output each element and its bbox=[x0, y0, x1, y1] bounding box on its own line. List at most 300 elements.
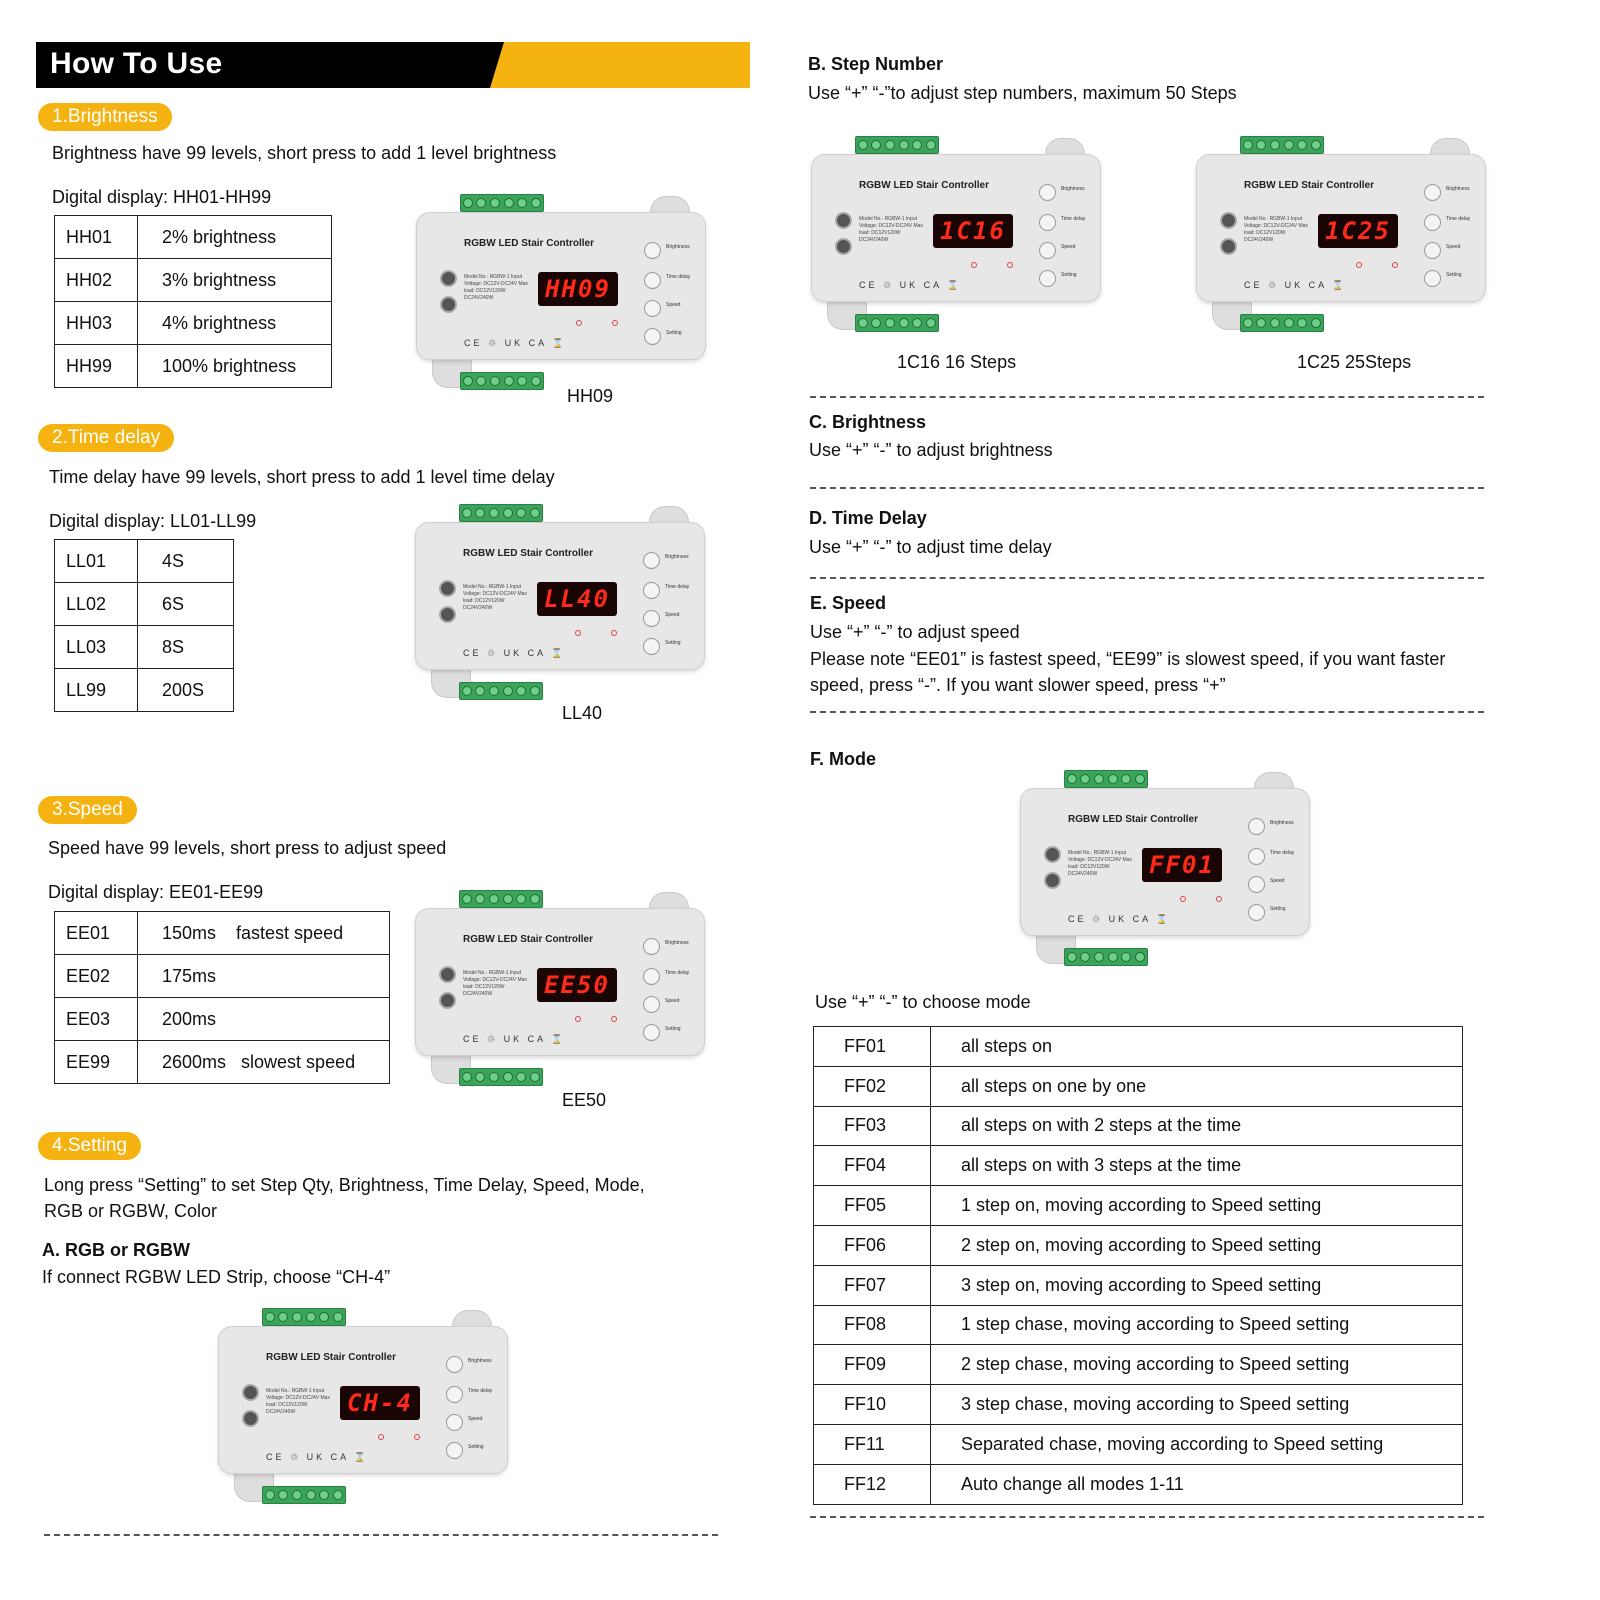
time-delay-caption: LL40 bbox=[562, 703, 603, 723]
indicator-dot bbox=[576, 320, 582, 326]
row-value: 4% brightness bbox=[138, 302, 332, 345]
terminal-screw-icon bbox=[463, 376, 473, 386]
spec-text: Model No.: RGBW-1 Input Voltage: DC12V-DC24V Max load: DC12V120W DC24V240W bbox=[464, 274, 528, 301]
terminal-screw-icon bbox=[1256, 140, 1266, 150]
certification-marks: CE ♲ UK CA ⌛ bbox=[464, 338, 567, 348]
terminal-screw-icon bbox=[319, 1490, 329, 1500]
knob-icon bbox=[1220, 238, 1237, 255]
terminal-screw-icon bbox=[1080, 774, 1090, 784]
terminal-screw-icon bbox=[292, 1312, 302, 1322]
table-row bbox=[814, 1424, 1463, 1464]
knob-icon bbox=[439, 966, 456, 983]
divider-f bbox=[810, 1516, 1484, 1518]
table-row bbox=[814, 1385, 1463, 1425]
time-delay-table bbox=[54, 539, 234, 712]
button-label: Setting bbox=[1446, 272, 1462, 278]
row-value: 200S bbox=[138, 669, 234, 712]
terminal-screw-icon bbox=[462, 686, 472, 696]
terminal-screw-icon bbox=[530, 508, 540, 518]
control-button-icon bbox=[643, 996, 660, 1013]
terminal-screw-icon bbox=[489, 508, 499, 518]
step-number-title: B. Step Number bbox=[808, 54, 944, 74]
led-display: 1C16 bbox=[933, 214, 1013, 248]
knob-icon bbox=[439, 606, 456, 623]
terminal-screw-icon bbox=[306, 1490, 316, 1500]
terminal-screw-icon bbox=[278, 1312, 288, 1322]
terminal-screw-icon bbox=[1297, 318, 1307, 328]
terminal-screw-icon bbox=[531, 198, 541, 208]
certification-marks: CE ♲ UK CA ⌛ bbox=[266, 1452, 369, 1462]
e-speed-note: Please note “EE01” is fastest speed, “EE99” is slowest speed, if you want faster speed, press “-”. If you want slower speed, press “+” bbox=[810, 649, 1446, 695]
terminal-block bbox=[460, 194, 544, 212]
control-button-icon bbox=[1424, 214, 1441, 231]
spec-text: Model No.: RGBW-1 Input Voltage: DC12V-DC24V Max load: DC12V120W DC24V240W bbox=[463, 970, 527, 997]
row-value: 3 step on, moving according to Speed setting bbox=[931, 1265, 1463, 1305]
terminal-screw-icon bbox=[530, 686, 540, 696]
terminal-screw-icon bbox=[1270, 140, 1280, 150]
header-accent bbox=[490, 42, 750, 88]
table-row bbox=[814, 1186, 1463, 1226]
terminal-screw-icon bbox=[858, 140, 868, 150]
indicator-dot bbox=[612, 320, 618, 326]
terminal-screw-icon bbox=[1243, 140, 1253, 150]
terminal-screw-icon bbox=[503, 508, 513, 518]
row-code: HH02 bbox=[55, 259, 138, 302]
terminal-screw-icon bbox=[475, 508, 485, 518]
time-delay-display: Digital display: LL01-LL99 bbox=[49, 511, 257, 531]
control-button-icon bbox=[1248, 848, 1265, 865]
terminal-screw-icon bbox=[476, 376, 486, 386]
led-display: HH09 bbox=[538, 272, 618, 306]
terminal-screw-icon bbox=[503, 1072, 513, 1082]
e-speed-desc: Use “+” “-” to adjust speed bbox=[810, 622, 1020, 642]
terminal-screw-icon bbox=[899, 318, 909, 328]
table-row bbox=[814, 1066, 1463, 1106]
header-bar bbox=[36, 42, 750, 88]
rgb-desc: If connect RGBW LED Strip, choose “CH-4” bbox=[42, 1267, 391, 1287]
terminal-screw-icon bbox=[926, 140, 936, 150]
row-value: 1 step chase, moving according to Speed setting bbox=[931, 1305, 1463, 1345]
terminal-block bbox=[459, 504, 543, 522]
control-button-icon bbox=[644, 300, 661, 317]
control-button-icon bbox=[1248, 876, 1265, 893]
button-label: Brightness bbox=[468, 1358, 492, 1364]
terminal-screw-icon bbox=[1121, 952, 1131, 962]
step-number-desc: Use “+” “-”to adjust step numbers, maximum 50 Steps bbox=[808, 83, 1237, 103]
button-label: Time delay bbox=[666, 274, 691, 280]
terminal-screw-icon bbox=[306, 1312, 316, 1322]
terminal-screw-icon bbox=[516, 1072, 526, 1082]
row-value: 2 step on, moving according to Speed setting bbox=[931, 1225, 1463, 1265]
terminal-screw-icon bbox=[912, 318, 922, 328]
indicator-dot bbox=[1356, 262, 1362, 268]
row-code: FF10 bbox=[814, 1385, 931, 1425]
button-label: Speed bbox=[1270, 878, 1285, 884]
speed-table bbox=[54, 911, 390, 1084]
indicator-dot bbox=[575, 1016, 581, 1022]
button-label: Time delay bbox=[665, 970, 690, 976]
control-button-icon bbox=[1424, 270, 1441, 287]
table-row bbox=[814, 1146, 1463, 1186]
row-code: EE03 bbox=[55, 998, 138, 1041]
control-button-icon bbox=[1039, 214, 1056, 231]
speed-pill: 3.Speed bbox=[38, 796, 137, 824]
brightness-pill: 1.Brightness bbox=[38, 103, 172, 131]
terminal-screw-icon bbox=[516, 894, 526, 904]
terminal-screw-icon bbox=[531, 376, 541, 386]
indicator-dot bbox=[1180, 896, 1186, 902]
terminal-screw-icon bbox=[516, 508, 526, 518]
control-button-icon bbox=[446, 1386, 463, 1403]
time-delay-pill: 2.Time delay bbox=[38, 424, 174, 452]
indicator-dot bbox=[575, 630, 581, 636]
control-button-icon bbox=[446, 1414, 463, 1431]
divider-left bbox=[44, 1534, 718, 1536]
indicator-dot bbox=[1216, 896, 1222, 902]
terminal-screw-icon bbox=[899, 140, 909, 150]
button-label: Brightness bbox=[665, 554, 689, 560]
row-value: 1 step on, moving according to Speed setting bbox=[931, 1186, 1463, 1226]
page-title: How To Use bbox=[50, 47, 223, 80]
knob-icon bbox=[835, 212, 852, 229]
table-row bbox=[814, 1265, 1463, 1305]
setting-pill: 4.Setting bbox=[38, 1132, 141, 1160]
row-value: 3% brightness bbox=[138, 259, 332, 302]
terminal-screw-icon bbox=[530, 1072, 540, 1082]
terminal-screw-icon bbox=[475, 1072, 485, 1082]
terminal-block bbox=[1240, 136, 1324, 154]
device-speed bbox=[415, 886, 711, 1092]
row-code: EE01 bbox=[55, 912, 138, 955]
control-button-icon bbox=[644, 272, 661, 289]
terminal-screw-icon bbox=[1256, 318, 1266, 328]
terminal-screw-icon bbox=[333, 1490, 343, 1500]
terminal-block bbox=[459, 890, 543, 908]
row-value: 2% brightness bbox=[138, 216, 332, 259]
row-code: FF09 bbox=[814, 1345, 931, 1385]
terminal-screw-icon bbox=[530, 894, 540, 904]
terminal-screw-icon bbox=[503, 894, 513, 904]
terminal-screw-icon bbox=[278, 1490, 288, 1500]
terminal-block bbox=[855, 314, 939, 332]
c-brightness-title: C. Brightness bbox=[809, 412, 927, 432]
indicator-dot bbox=[1007, 262, 1013, 268]
terminal-screw-icon bbox=[1094, 774, 1104, 784]
control-button-icon bbox=[644, 242, 661, 259]
control-button-icon bbox=[446, 1356, 463, 1373]
terminal-screw-icon bbox=[265, 1490, 275, 1500]
button-label: Speed bbox=[468, 1416, 483, 1422]
terminal-screw-icon bbox=[475, 894, 485, 904]
c-brightness-desc: Use “+” “-” to adjust brightness bbox=[809, 440, 1053, 460]
table-row bbox=[55, 669, 234, 712]
speed-desc: Speed have 99 levels, short press to adjust speed bbox=[48, 838, 447, 858]
control-button-icon bbox=[644, 328, 661, 345]
control-button-icon bbox=[1248, 904, 1265, 921]
row-value: 8S bbox=[138, 626, 234, 669]
controller-label: RGBW LED Stair Controller bbox=[463, 934, 594, 945]
row-code: FF01 bbox=[814, 1027, 931, 1067]
knob-icon bbox=[440, 270, 457, 287]
button-label: Speed bbox=[1446, 244, 1461, 250]
button-label: Time delay bbox=[1270, 850, 1295, 856]
certification-marks: CE ♲ UK CA ⌛ bbox=[1244, 280, 1347, 290]
control-button-icon bbox=[1039, 184, 1056, 201]
row-value: 3 step chase, moving according to Speed setting bbox=[931, 1385, 1463, 1425]
indicator-dot bbox=[611, 630, 617, 636]
knob-icon bbox=[439, 580, 456, 597]
divider-e bbox=[810, 711, 1484, 713]
row-value: 100% brightness bbox=[138, 345, 332, 388]
terminal-block bbox=[262, 1308, 346, 1326]
spec-text: Model No.: RGBW-1 Input Voltage: DC12V-DC24V Max load: DC12V120W DC24V240W bbox=[1068, 850, 1132, 877]
led-display: 1C25 bbox=[1318, 214, 1398, 248]
terminal-block bbox=[1064, 770, 1148, 788]
time-delay-desc: Time delay have 99 levels, short press to add 1 level time delay bbox=[49, 467, 555, 487]
terminal-screw-icon bbox=[871, 140, 881, 150]
row-code: LL01 bbox=[55, 540, 138, 583]
table-row bbox=[814, 1106, 1463, 1146]
terminal-screw-icon bbox=[885, 318, 895, 328]
knob-icon bbox=[835, 238, 852, 255]
certification-marks: CE ♲ UK CA ⌛ bbox=[463, 648, 566, 658]
terminal-screw-icon bbox=[265, 1312, 275, 1322]
terminal-screw-icon bbox=[1094, 952, 1104, 962]
control-button-icon bbox=[643, 552, 660, 569]
divider-c bbox=[810, 487, 1484, 489]
indicator-dot bbox=[378, 1434, 384, 1440]
terminal-screw-icon bbox=[912, 140, 922, 150]
row-code: HH01 bbox=[55, 216, 138, 259]
device-step-b bbox=[1196, 132, 1492, 338]
terminal-screw-icon bbox=[319, 1312, 329, 1322]
device-time-delay bbox=[415, 500, 711, 706]
rgb-title: A. RGB or RGBW bbox=[42, 1240, 190, 1260]
terminal-screw-icon bbox=[517, 376, 527, 386]
table-row bbox=[55, 1041, 390, 1084]
table-row bbox=[814, 1225, 1463, 1265]
control-button-icon bbox=[1424, 242, 1441, 259]
terminal-screw-icon bbox=[1135, 774, 1145, 784]
terminal-screw-icon bbox=[1297, 140, 1307, 150]
terminal-screw-icon bbox=[1067, 952, 1077, 962]
terminal-screw-icon bbox=[292, 1490, 302, 1500]
terminal-block bbox=[1240, 314, 1324, 332]
terminal-screw-icon bbox=[1108, 952, 1118, 962]
knob-icon bbox=[242, 1384, 259, 1401]
button-label: Setting bbox=[468, 1444, 484, 1450]
knob-icon bbox=[1044, 872, 1061, 889]
button-label: Speed bbox=[1061, 244, 1076, 250]
device-step-a bbox=[811, 132, 1107, 338]
control-button-icon bbox=[1248, 818, 1265, 835]
terminal-screw-icon bbox=[1121, 774, 1131, 784]
table-row bbox=[55, 955, 390, 998]
terminal-screw-icon bbox=[1243, 318, 1253, 328]
terminal-screw-icon bbox=[1311, 318, 1321, 328]
terminal-screw-icon bbox=[1284, 140, 1294, 150]
button-label: Time delay bbox=[1446, 216, 1471, 222]
control-button-icon bbox=[1424, 184, 1441, 201]
led-display: EE50 bbox=[537, 968, 617, 1002]
control-button-icon bbox=[643, 638, 660, 655]
controller-label: RGBW LED Stair Controller bbox=[1068, 814, 1199, 825]
control-button-icon bbox=[643, 1024, 660, 1041]
row-value: 2600ms slowest speed bbox=[138, 1041, 390, 1084]
f-mode-desc: Use “+” “-” to choose mode bbox=[815, 992, 1031, 1012]
led-display: LL40 bbox=[537, 582, 617, 616]
f-mode-title: F. Mode bbox=[810, 749, 876, 769]
row-value: 150ms fastest speed bbox=[138, 912, 390, 955]
terminal-screw-icon bbox=[1284, 318, 1294, 328]
knob-icon bbox=[439, 992, 456, 1009]
table-row bbox=[55, 912, 390, 955]
terminal-screw-icon bbox=[503, 686, 513, 696]
divider-b bbox=[810, 396, 1484, 398]
table-row bbox=[55, 259, 332, 302]
certification-marks: CE ♲ UK CA ⌛ bbox=[463, 1034, 566, 1044]
brightness-desc: Brightness have 99 levels, short press to add 1 level brightness bbox=[52, 143, 557, 163]
row-code: LL02 bbox=[55, 583, 138, 626]
button-label: Brightness bbox=[666, 244, 690, 250]
terminal-screw-icon bbox=[1135, 952, 1145, 962]
controller-label: RGBW LED Stair Controller bbox=[266, 1352, 397, 1363]
button-label: Time delay bbox=[468, 1388, 493, 1394]
terminal-screw-icon bbox=[462, 508, 472, 518]
terminal-screw-icon bbox=[858, 318, 868, 328]
table-row bbox=[55, 626, 234, 669]
device-mode bbox=[1020, 766, 1316, 972]
row-code: FF11 bbox=[814, 1424, 931, 1464]
spec-text: Model No.: RGBW-1 Input Voltage: DC12V-DC24V Max load: DC12V120W DC24V240W bbox=[266, 1388, 330, 1415]
terminal-screw-icon bbox=[516, 686, 526, 696]
button-label: Time delay bbox=[665, 584, 690, 590]
spec-text: Model No.: RGBW-1 Input Voltage: DC12V-DC24V Max load: DC12V120W DC24V240W bbox=[1244, 216, 1308, 243]
spec-text: Model No.: RGBW-1 Input Voltage: DC12V-DC24V Max load: DC12V120W DC24V240W bbox=[859, 216, 923, 243]
controller-label: RGBW LED Stair Controller bbox=[859, 180, 990, 191]
row-value: 6S bbox=[138, 583, 234, 626]
brightness-table bbox=[54, 215, 332, 388]
device-setting bbox=[218, 1304, 514, 1510]
button-label: Brightness bbox=[1061, 186, 1085, 192]
terminal-screw-icon bbox=[463, 198, 473, 208]
control-button-icon bbox=[643, 610, 660, 627]
led-display: CH-4 bbox=[340, 1386, 420, 1420]
terminal-screw-icon bbox=[333, 1312, 343, 1322]
terminal-screw-icon bbox=[489, 1072, 499, 1082]
table-row bbox=[55, 216, 332, 259]
d-time-delay-title: D. Time Delay bbox=[809, 508, 927, 528]
terminal-block bbox=[1064, 948, 1148, 966]
indicator-dot bbox=[611, 1016, 617, 1022]
row-code: FF03 bbox=[814, 1106, 931, 1146]
led-display: FF01 bbox=[1142, 848, 1222, 882]
button-label: Setting bbox=[1270, 906, 1286, 912]
certification-marks: CE ♲ UK CA ⌛ bbox=[1068, 914, 1171, 924]
spec-text: Model No.: RGBW-1 Input Voltage: DC12V-DC24V Max load: DC12V120W DC24V240W bbox=[463, 584, 527, 611]
button-label: Setting bbox=[665, 640, 681, 646]
knob-icon bbox=[440, 296, 457, 313]
terminal-block bbox=[459, 682, 543, 700]
control-button-icon bbox=[643, 582, 660, 599]
terminal-screw-icon bbox=[1311, 140, 1321, 150]
terminal-screw-icon bbox=[926, 318, 936, 328]
brightness-caption: HH09 bbox=[567, 386, 614, 406]
e-speed-title: E. Speed bbox=[810, 593, 887, 613]
terminal-screw-icon bbox=[517, 198, 527, 208]
row-value: all steps on with 3 steps at the time bbox=[931, 1146, 1463, 1186]
row-value: 200ms bbox=[138, 998, 390, 1041]
button-label: Speed bbox=[665, 612, 680, 618]
certification-marks: CE ♲ UK CA ⌛ bbox=[859, 280, 962, 290]
row-value: 4S bbox=[138, 540, 234, 583]
terminal-screw-icon bbox=[885, 140, 895, 150]
indicator-dot bbox=[971, 262, 977, 268]
step-caption-a: 1C16 16 Steps bbox=[897, 352, 1017, 372]
row-value: Separated chase, moving according to Speed setting bbox=[931, 1424, 1463, 1464]
row-code: HH03 bbox=[55, 302, 138, 345]
brightness-display: Digital display: HH01-HH99 bbox=[52, 187, 272, 207]
row-value: all steps on with 2 steps at the time bbox=[931, 1106, 1463, 1146]
indicator-dot bbox=[414, 1434, 420, 1440]
terminal-screw-icon bbox=[490, 198, 500, 208]
button-label: Brightness bbox=[665, 940, 689, 946]
terminal-block bbox=[262, 1486, 346, 1504]
row-code: FF02 bbox=[814, 1066, 931, 1106]
row-code: EE99 bbox=[55, 1041, 138, 1084]
device-brightness bbox=[416, 190, 712, 396]
row-code: FF06 bbox=[814, 1225, 931, 1265]
button-label: Speed bbox=[665, 998, 680, 1004]
table-row bbox=[814, 1305, 1463, 1345]
step-caption-b: 1C25 25Steps bbox=[1297, 352, 1412, 372]
control-button-icon bbox=[1039, 270, 1056, 287]
terminal-screw-icon bbox=[1270, 318, 1280, 328]
row-code: LL99 bbox=[55, 669, 138, 712]
row-value: 175ms bbox=[138, 955, 390, 998]
indicator-dot bbox=[1392, 262, 1398, 268]
control-button-icon bbox=[643, 938, 660, 955]
mode-table bbox=[813, 1026, 1463, 1505]
terminal-screw-icon bbox=[1108, 774, 1118, 784]
table-row bbox=[55, 302, 332, 345]
controller-label: RGBW LED Stair Controller bbox=[1244, 180, 1375, 191]
terminal-screw-icon bbox=[489, 686, 499, 696]
row-code: FF07 bbox=[814, 1265, 931, 1305]
terminal-screw-icon bbox=[504, 198, 514, 208]
table-row bbox=[55, 540, 234, 583]
table-row bbox=[55, 583, 234, 626]
row-code: LL03 bbox=[55, 626, 138, 669]
divider-d bbox=[810, 577, 1484, 579]
terminal-screw-icon bbox=[504, 376, 514, 386]
terminal-screw-icon bbox=[476, 198, 486, 208]
control-button-icon bbox=[643, 968, 660, 985]
terminal-block bbox=[855, 136, 939, 154]
row-code: EE02 bbox=[55, 955, 138, 998]
button-label: Setting bbox=[666, 330, 682, 336]
knob-icon bbox=[242, 1410, 259, 1427]
row-value: 2 step chase, moving according to Speed setting bbox=[931, 1345, 1463, 1385]
table-row bbox=[814, 1027, 1463, 1067]
terminal-screw-icon bbox=[490, 376, 500, 386]
row-code: HH99 bbox=[55, 345, 138, 388]
terminal-screw-icon bbox=[462, 894, 472, 904]
setting-desc: Long press “Setting” to set Step Qty, Brightness, Time Delay, Speed, Mode, RGB or RGBW, Color bbox=[44, 1175, 645, 1221]
terminal-screw-icon bbox=[489, 894, 499, 904]
knob-icon bbox=[1220, 212, 1237, 229]
terminal-screw-icon bbox=[462, 1072, 472, 1082]
